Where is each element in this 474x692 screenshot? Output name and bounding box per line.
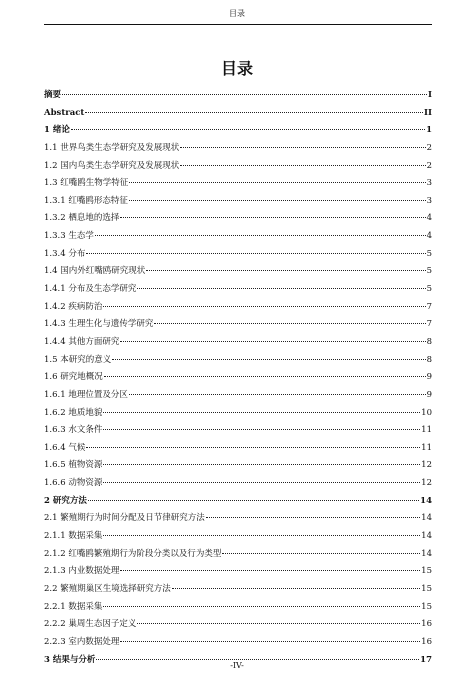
toc-entry-text: 1 绪论 (44, 125, 70, 136)
toc-entry[interactable] (44, 581, 432, 599)
toc-dot-leader (103, 412, 420, 413)
toc-dot-leader (180, 165, 425, 166)
toc-entry[interactable] (44, 599, 432, 617)
toc-entry-text: 1.3.4 分布 (44, 248, 86, 259)
toc-entry[interactable] (44, 87, 432, 105)
toc-page-number: 15 (421, 583, 432, 594)
toc-page-number: 4 (426, 213, 432, 224)
toc-entry-text: 1.3.1 红嘴鸥形态特征 (44, 195, 128, 206)
toc-entry[interactable] (44, 105, 432, 123)
toc-page-number: 17 (420, 654, 432, 665)
toc-page-number: 10 (421, 407, 432, 418)
toc-dot-leader (85, 112, 423, 113)
toc-dot-leader (103, 429, 420, 430)
toc-page-number: 8 (426, 336, 432, 347)
toc-page-number: 15 (421, 601, 432, 612)
toc-dot-leader (154, 323, 425, 324)
toc-entry-text: 1.4.1 分布及生态学研究 (44, 284, 137, 295)
toc-entry-text: 2.2.1 数据采集 (44, 601, 103, 612)
toc-entry-text: 1.4 国内外红嘴鸥研究现状 (44, 266, 146, 277)
toc-entry-text: 2.2 繁殖期巢区生境选择研究方法 (44, 583, 171, 594)
toc-dot-leader (129, 182, 425, 183)
toc-page-number: 14 (420, 495, 432, 506)
toc-page-number: II (424, 107, 432, 118)
toc-entry-text: 1.5 本研究的意义 (44, 354, 112, 365)
toc-entry-text: 1.6 研究地概况 (44, 372, 103, 383)
toc-page-number: I (428, 90, 432, 100)
toc-dot-leader (96, 659, 419, 660)
toc-dot-leader (137, 288, 425, 289)
toc-entry-text: 1.6.2 地质地貌 (44, 407, 103, 418)
toc-page-number: 9 (426, 389, 432, 400)
toc-page-number: 9 (426, 372, 432, 383)
toc-page-number: 11 (421, 425, 432, 436)
running-header: 目录 (229, 9, 245, 18)
toc-dot-leader (206, 517, 420, 518)
toc-entry[interactable] (44, 475, 432, 493)
toc-entry[interactable] (44, 440, 432, 458)
toc-dot-leader (103, 606, 420, 607)
toc-dot-leader (137, 623, 420, 624)
toc-entry[interactable] (44, 122, 432, 140)
toc-entry[interactable] (44, 369, 432, 387)
toc-page-number: 5 (426, 284, 432, 295)
toc-dot-leader (103, 482, 420, 483)
toc-page-number: 4 (426, 231, 432, 242)
toc-dot-leader (120, 641, 420, 642)
toc-entry-text: 2.2.2 巢周生态因子定义 (44, 619, 137, 630)
toc-entry-text: 2.1 繁殖期行为时间分配及日节律研究方法 (44, 513, 205, 524)
page-title: 目录 (220, 59, 253, 78)
toc-dot-leader (86, 253, 425, 254)
toc-dot-leader (112, 359, 425, 360)
toc-page-number: 7 (426, 301, 432, 312)
toc-page-number: 5 (426, 266, 432, 277)
toc-entry[interactable] (44, 563, 432, 581)
toc-entry[interactable] (44, 405, 432, 423)
toc-entry-text: 1.4.4 其他方面研究 (44, 336, 120, 347)
toc-entry-text: 1.6.6 动物资源 (44, 478, 103, 489)
page-footer: -IV- (230, 661, 244, 670)
toc-page-number: 3 (426, 178, 432, 189)
toc-entry[interactable] (44, 281, 432, 299)
toc-entry[interactable] (44, 510, 432, 528)
toc-entry[interactable] (44, 299, 432, 317)
toc-page-number: 1 (426, 125, 432, 136)
toc-entry-text: 1.4.2 疾病防治 (44, 301, 103, 312)
toc-page-number: 2 (426, 142, 432, 153)
toc-entry[interactable] (44, 546, 432, 564)
toc-page-number: 12 (421, 460, 432, 471)
toc-entry-text: 1.3 红嘴鸥生物学特征 (44, 178, 129, 189)
toc-dot-leader (71, 129, 425, 130)
toc-dot-leader (129, 394, 426, 395)
toc-dot-leader (103, 464, 420, 465)
toc-page-number: 14 (421, 548, 432, 559)
toc-entry[interactable] (44, 334, 432, 352)
toc-entry-text: Abstract (44, 107, 85, 118)
toc-entry-text: 2.1.3 内业数据处理 (44, 566, 120, 577)
toc-entry-text: 2.2.3 室内数据处理 (44, 636, 120, 647)
toc-entry[interactable] (44, 422, 432, 440)
toc-entry[interactable] (44, 210, 432, 228)
toc-page-number: 16 (421, 636, 432, 647)
toc-entry[interactable] (44, 246, 432, 264)
toc-dot-leader (222, 553, 420, 554)
toc-page-number: 5 (426, 248, 432, 259)
toc-entry-text: 2 研究方法 (44, 495, 87, 506)
toc-dot-leader (103, 535, 420, 536)
toc-entry[interactable] (44, 352, 432, 370)
toc-entry[interactable] (44, 387, 432, 405)
toc-entry-text: 1.6.4 气候 (44, 442, 86, 453)
toc-entry-text: 2.1.2 红嘴鸥繁殖期行为阶段分类以及行为类型 (44, 548, 222, 559)
toc-dot-leader (103, 306, 425, 307)
toc-page-number: 12 (421, 478, 432, 489)
toc-page-number: 8 (426, 354, 432, 365)
toc-dot-leader (88, 500, 419, 501)
toc-entry[interactable] (44, 228, 432, 246)
toc-entry-text: 1.3.2 栖息地的选择 (44, 213, 120, 224)
toc-dot-leader (86, 447, 420, 448)
toc-entry-text: 1.6.5 植物资源 (44, 460, 103, 471)
toc-dot-leader (120, 570, 420, 571)
toc-entry-text: 1.4.3 生理生化与遗传学研究 (44, 319, 154, 330)
toc-dot-leader (172, 588, 420, 589)
toc-entry[interactable] (44, 175, 432, 193)
toc-dot-leader (146, 270, 425, 271)
toc-dot-leader (180, 147, 425, 148)
toc-entry[interactable] (44, 193, 432, 211)
toc-dot-leader (62, 94, 427, 95)
toc-entry[interactable] (44, 634, 432, 652)
toc-page-number: 2 (426, 160, 432, 171)
toc-entry[interactable] (44, 263, 432, 281)
toc-entry[interactable] (44, 528, 432, 546)
toc-entry-text: 1.6.3 水文条件 (44, 425, 103, 436)
toc-entry[interactable] (44, 493, 432, 511)
toc-entry[interactable] (44, 158, 432, 176)
toc-page-number: 7 (426, 319, 432, 330)
toc-entry-text: 1.3.3 生态学 (44, 231, 94, 242)
header-rule (44, 24, 432, 25)
toc-entry-text: 1.6.1 地理位置及分区 (44, 389, 128, 400)
toc-entry-text: 3 结果与分析 (44, 654, 96, 665)
toc-dot-leader (120, 341, 425, 342)
table-of-contents (44, 87, 432, 669)
toc-page-number: 3 (426, 195, 432, 206)
toc-page-number: 14 (421, 513, 432, 524)
toc-dot-leader (95, 235, 426, 236)
toc-entry-text: 1.2 国内鸟类生态学研究及发展现状 (44, 160, 180, 171)
toc-dot-leader (129, 200, 426, 201)
toc-entry-text: 摘要 (44, 90, 62, 100)
toc-entry[interactable] (44, 616, 432, 634)
toc-entry[interactable] (44, 457, 432, 475)
toc-entry-text: 2.1.1 数据采集 (44, 531, 103, 542)
toc-entry-text: 1.1 世界鸟类生态学研究及发展现状 (44, 142, 180, 153)
toc-dot-leader (104, 376, 426, 377)
toc-page-number: 11 (421, 442, 432, 453)
toc-page-number: 16 (421, 619, 432, 630)
toc-dot-leader (120, 217, 425, 218)
toc-entry[interactable] (44, 316, 432, 334)
toc-page-number: 14 (421, 531, 432, 542)
toc-page-number: 15 (421, 566, 432, 577)
toc-entry[interactable] (44, 140, 432, 158)
